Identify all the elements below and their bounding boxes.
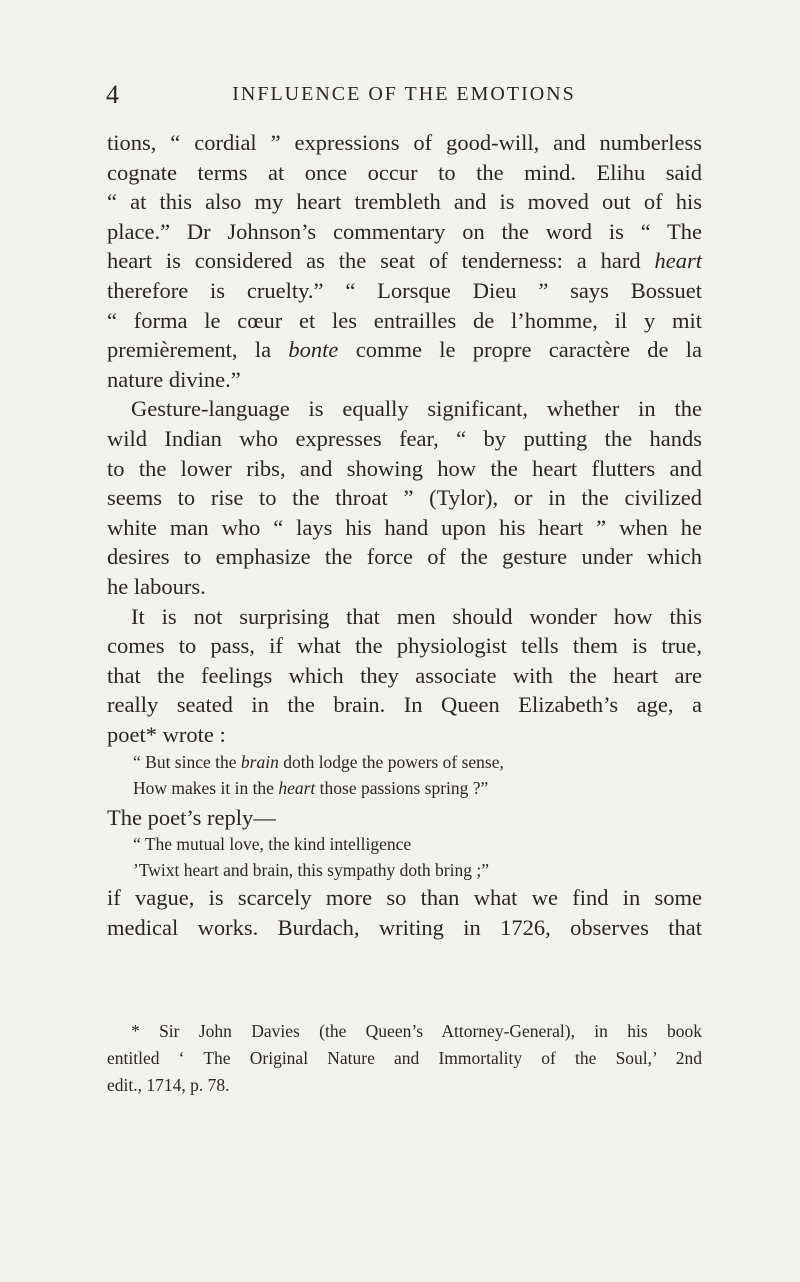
text-line: place.” Dr Johnson’s commentary on the word is “ The	[107, 218, 702, 244]
reply-line: The poet’s reply—	[107, 805, 276, 831]
text-line: comes to pass, if what the physiologist tells them is true,	[107, 633, 702, 659]
text-line: medical works. Burdach, writing in 1726, observes that	[107, 914, 702, 940]
text-line: premièrement, la bonte comme le propre caractère de la	[107, 337, 702, 363]
footnote-line: entitled ‘ The Original Nature and Immortality of the Soul,’ 2nd	[107, 1048, 702, 1068]
verse-line: ’Twixt heart and brain, this sympathy doth bring ;”	[133, 860, 489, 881]
text-line: that the feelings which they associate with the heart are	[107, 662, 702, 688]
text-line: cognate terms at once occur to the mind. Elihu said	[107, 159, 702, 185]
text-line: desires to emphasize the force of the gesture under which	[107, 544, 702, 570]
verse-line: How makes it in the heart those passions spring ?”	[133, 778, 489, 799]
footnote-line: * Sir John Davies (the Queen’s Attorney-General), in his book	[131, 1021, 702, 1041]
verse-line: “ But since the brain doth lodge the powers of sense,	[133, 752, 504, 773]
text-line: he labours.	[107, 573, 206, 599]
body-text	[107, 128, 702, 942]
paragraph-start: It is not surprising that men should wonder how this	[131, 603, 702, 629]
paragraph-start: Gesture-language is equally significant, whether in the	[131, 396, 702, 422]
text-line: tions, “ cordial ” expressions of good-will, and numberless	[107, 130, 702, 155]
text-line: wild Indian who expresses fear, “ by putting the hands	[107, 425, 702, 451]
text-line: “ at this also my heart trembleth and is moved out of his	[107, 189, 702, 215]
footnote	[107, 1018, 702, 1099]
text-line: really seated in the brain. In Queen Elizabeth’s age, a	[107, 692, 702, 718]
text-line: heart is considered as the seat of tenderness: a hard heart	[107, 248, 703, 274]
italic-word: heart	[654, 248, 703, 274]
footnote-line: edit., 1714, p. 78.	[107, 1075, 230, 1095]
text-line: white man who “ lays his hand upon his heart ” when he	[107, 514, 702, 540]
text-line: if vague, is scarcely more so than what we find in some	[107, 885, 702, 911]
text-line: seems to rise to the throat ” (Tylor), or in the civilized	[107, 485, 702, 511]
text-line: to the lower ribs, and showing how the heart flutters and	[107, 455, 702, 481]
verse-line: “ The mutual love, the kind intelligence	[133, 834, 412, 855]
running-title: INFLUENCE OF THE EMOTIONS	[232, 83, 576, 105]
page-number: 4	[106, 80, 119, 109]
text-line: therefore is cruelty.” “ Lorsque Dieu ” says Bossuet	[107, 277, 702, 303]
text-line: poet* wrote :	[107, 721, 226, 747]
page-header	[106, 80, 702, 110]
italic-word: bonte	[288, 337, 339, 363]
text-line: nature divine.”	[107, 366, 241, 392]
text-line: “ forma le cœur et les entrailles de l’homme, il y mit	[107, 307, 702, 333]
